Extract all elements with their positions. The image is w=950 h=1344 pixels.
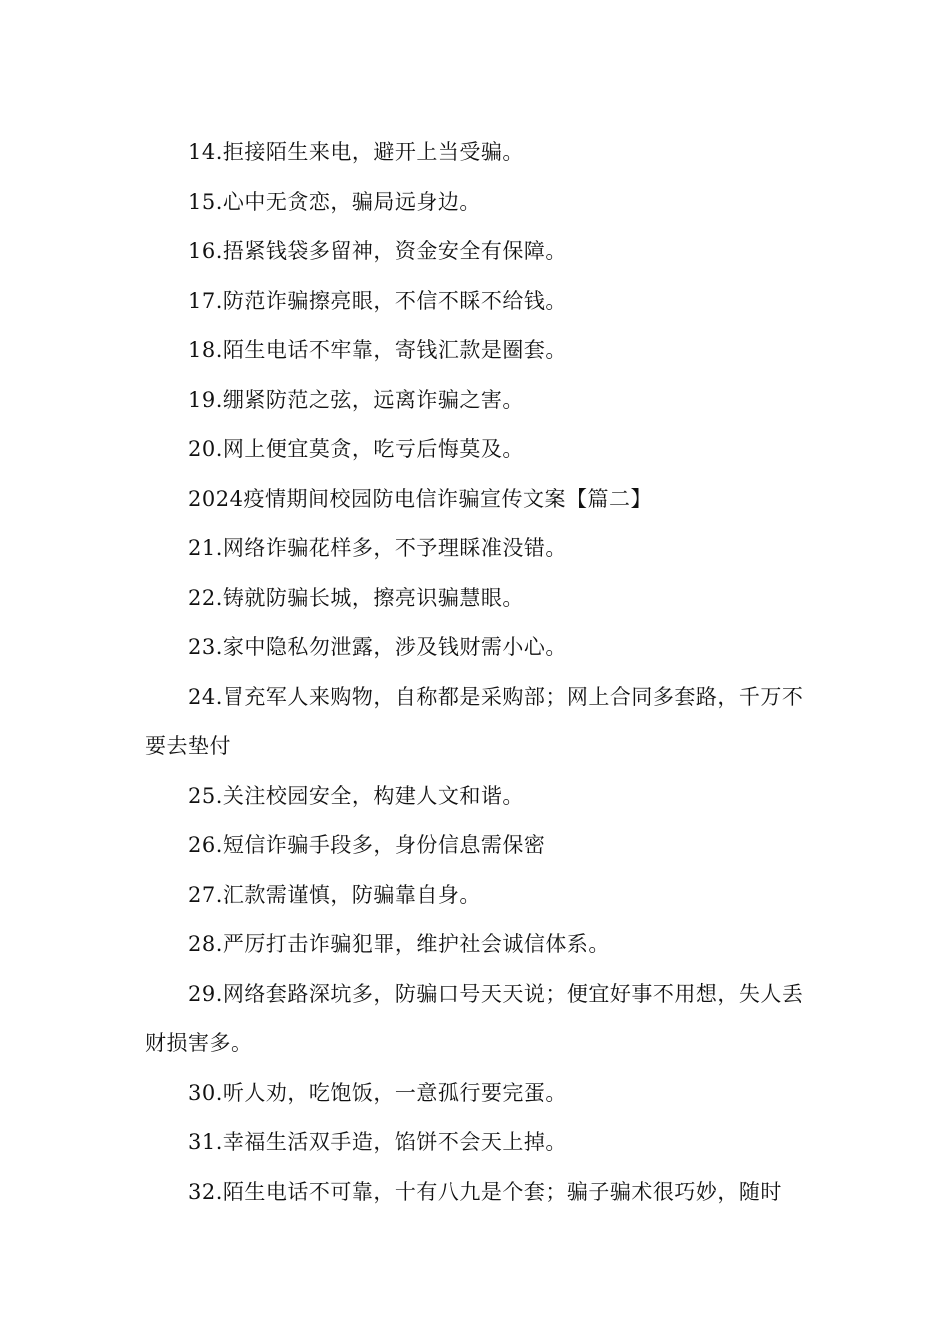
document-body — [145, 128, 810, 1217]
paragraph-31: 31.幸福生活双手造，馅饼不会天上掉。 — [188, 1130, 567, 1154]
paragraph-32: 32.陌生电话不可靠，十有八九是个套；骗子骗术很巧妙，随时 — [188, 1179, 782, 1204]
paragraph-24: 24.冒充军人来购物，自称都是采购部；网上合同多套路，千万不要去垫付 — [145, 684, 804, 758]
paragraph-26: 26.短信诈骗手段多，身份信息需保密 — [188, 833, 546, 857]
paragraph-16: 16.捂紧钱袋多留神，资金安全有保障。 — [188, 239, 567, 263]
paragraph-14: 14.拒接陌生来电，避开上当受骗。 — [188, 140, 524, 164]
paragraph-30: 30.听人劝，吃饱饭，一意孤行要完蛋。 — [188, 1080, 567, 1105]
paragraph-23: 23.家中隐私勿泄露，涉及钱财需小心。 — [188, 635, 567, 659]
paragraph-17: 17.防范诈骗擦亮眼，不信不睬不给钱。 — [188, 288, 567, 313]
paragraph-28: 28.严厉打击诈骗犯罪，维护社会诚信体系。 — [188, 932, 610, 956]
paragraph-27: 27.汇款需谨慎，防骗靠自身。 — [188, 882, 481, 907]
section-heading: 2024疫情期间校园防电信诈骗宣传文案【篇二】 — [188, 486, 652, 511]
paragraph-21: 21.网络诈骗花样多，不予理睬准没错。 — [188, 536, 567, 560]
paragraph-19: 19.绷紧防范之弦，远离诈骗之害。 — [188, 387, 524, 412]
paragraph-15: 15.心中无贪恋，骗局远身边。 — [188, 189, 481, 214]
paragraph-20: 20.网上便宜莫贪，吃亏后悔莫及。 — [188, 437, 524, 461]
paragraph-22: 22.铸就防骗长城，擦亮识骗慧眼。 — [188, 585, 524, 610]
paragraph-18: 18.陌生电话不牢靠，寄钱汇款是圈套。 — [188, 338, 567, 362]
paragraph-25: 25.关注校园安全，构建人文和谐。 — [188, 783, 524, 808]
paragraph-29: 29.网络套路深坑多，防骗口号天天说；便宜好事不用想，失人丢财损害多。 — [145, 981, 804, 1055]
